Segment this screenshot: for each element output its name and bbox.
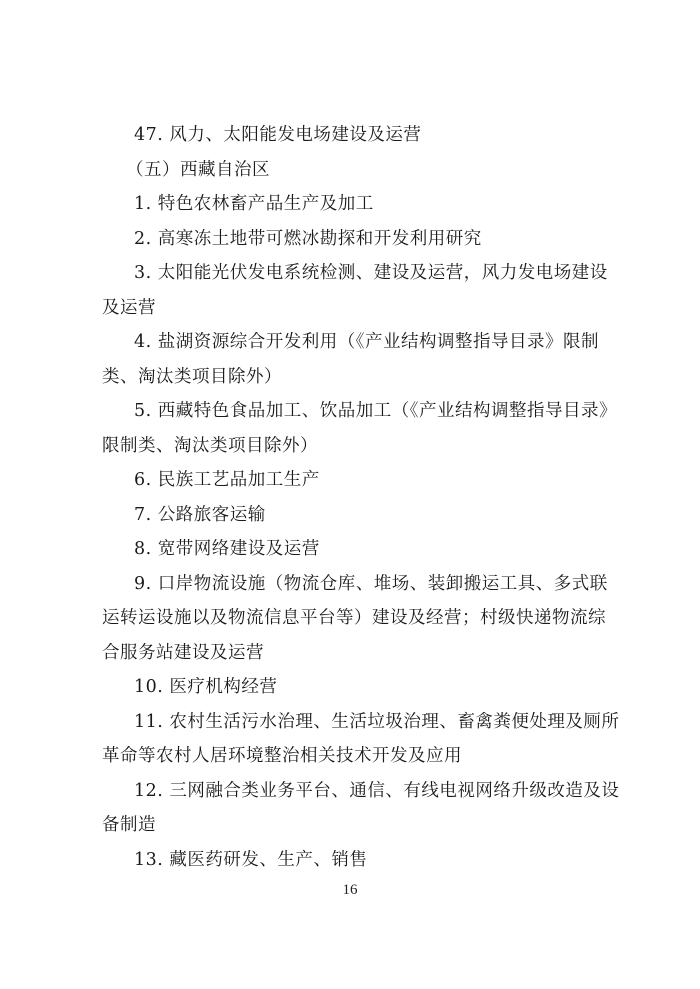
list-item [132, 670, 582, 705]
item-line: 8. 宽带网络建设及运营 [134, 539, 320, 559]
list-item [132, 463, 582, 498]
item-line: 12. 三网融合类业务平台、通信、有线电视网络升级改造及设 [134, 780, 620, 801]
item-line: 3. 太阳能光伏发电系统检测、建设及运营，风力发电场建设 [134, 263, 608, 283]
item-line-continued: 运转运设施以及物流信息平台等）建设及经营；村级快递物流综 [102, 608, 606, 628]
item-line: 47. 风力、太阳能发电场建设及运营 [134, 125, 422, 145]
item-line: 6. 民族工艺品加工生产 [134, 470, 320, 490]
list-item [102, 567, 608, 671]
section-heading [124, 153, 582, 188]
list-item [102, 394, 618, 463]
item-line-continued: 合服务站建设及运营 [102, 642, 264, 663]
list-item [102, 705, 620, 774]
list-item [102, 256, 608, 325]
item-line: 7. 公路旅客运输 [134, 504, 266, 525]
item-line: 11. 农村生活污水治理、生活垃圾治理、畜禽粪便处理及厕所 [134, 711, 620, 732]
item-line: 4. 盐湖资源综合开发利用（《产业结构调整指导目录》限制 [134, 332, 600, 352]
item-line-continued: 备制造 [102, 815, 156, 835]
list-item [132, 498, 582, 533]
list-item [102, 774, 620, 843]
item-line-continued: 及运营 [102, 297, 156, 318]
list-item [102, 325, 600, 394]
item-line: 2. 高寒冻土地带可燃冰勘探和开发利用研究 [134, 228, 482, 249]
item-line: （五）西藏自治区 [126, 159, 270, 180]
item-line-continued: 革命等农村人居环境整治相关技术开发及应用 [102, 746, 462, 766]
document-body [102, 118, 620, 877]
page-number: 16 [342, 882, 358, 898]
item-line: 1. 特色农林畜产品生产及加工 [134, 194, 374, 214]
list-item [132, 187, 582, 222]
list-item [132, 532, 582, 567]
list-item [132, 222, 582, 257]
item-line: 10. 医疗机构经营 [134, 677, 278, 697]
list-item [132, 843, 582, 878]
item-line-continued: 类、淘汰类项目除外） [102, 366, 282, 387]
item-line: 5. 西藏特色食品加工、饮品加工（《产业结构调整指导目录》 [134, 401, 618, 421]
list-item [132, 118, 582, 153]
item-line: 9. 口岸物流设施（物流仓库、堆场、装卸搬运工具、多式联 [134, 573, 608, 594]
item-line: 13. 藏医药研发、生产、销售 [134, 849, 368, 870]
item-line-continued: 限制类、淘汰类项目除外） [102, 435, 318, 456]
